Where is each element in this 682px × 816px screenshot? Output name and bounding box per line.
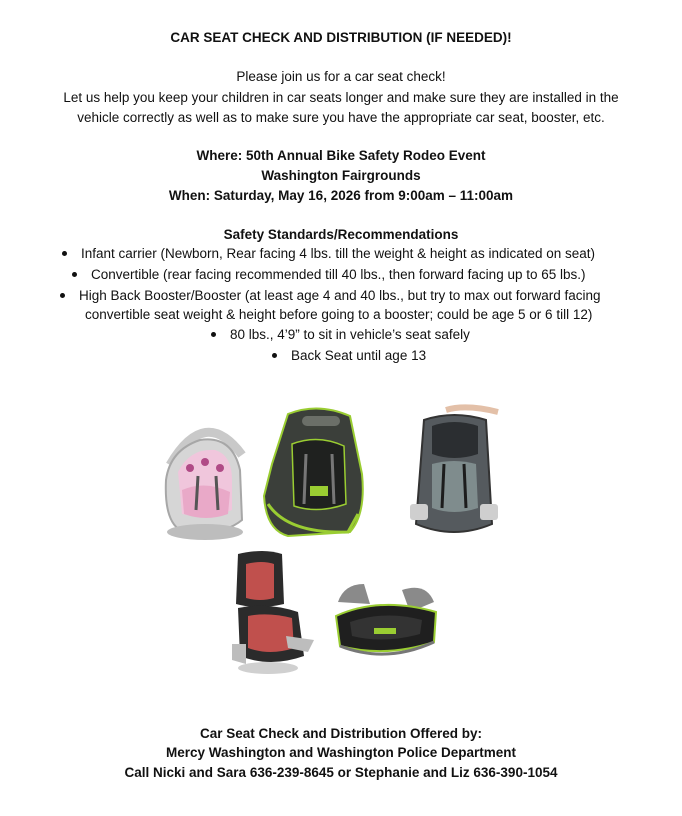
intro-line-2: Let us help you keep your children in car seats longer and make sure they are installed in the <box>63 90 619 105</box>
bullet-icon <box>62 251 67 256</box>
footer-organizations: Mercy Washington and Washington Police Department <box>165 745 517 760</box>
standard-item-infant: Infant carrier (Newborn, Rear facing 4 lbs. till the weight & height as indicated on seat) <box>62 244 595 264</box>
event-where: Where: 50th Annual Bike Safety Rodeo Event <box>196 148 486 163</box>
bullet-icon <box>272 353 277 358</box>
standard-item-backseat: Back Seat until age 13 <box>272 346 426 366</box>
footer-contacts: Call Nicki and Sara 636-239-8645 or Stephanie and Liz 636-390-1054 <box>124 765 558 780</box>
flyer-heading: CAR SEAT CHECK AND DISTRIBUTION (IF NEEDED)! <box>170 30 512 45</box>
bullet-icon <box>211 332 216 337</box>
infant-carrier-seat-image <box>160 410 250 545</box>
bullet-icon <box>72 272 77 277</box>
standard-item-booster: High Back Booster/Booster (at least age 4 and 40 lbs., but try to max out forward facing <box>60 286 601 306</box>
harness-booster-seat-image <box>406 404 502 544</box>
event-when: When: Saturday, May 16, 2026 from 9:00am – 11:00am <box>168 188 514 203</box>
footer-offered-by: Car Seat Check and Distribution Offered by: <box>199 726 483 741</box>
standards-title: Safety Standards/Recommendations <box>223 227 459 242</box>
event-location: Washington Fairgrounds <box>261 168 421 183</box>
bullet-icon <box>60 293 65 298</box>
high-back-booster-image <box>228 548 320 680</box>
standard-item-seatbelt: 80 lbs., 4’9” to sit in vehicle’s seat safely <box>211 325 470 345</box>
intro-line-1: Please join us for a car seat check! <box>236 69 446 84</box>
convertible-seat-image <box>258 404 370 544</box>
standard-item-booster-cont: convertible seat weight & height before going to a booster; could be age 5 or 6 till 12) <box>85 307 593 322</box>
intro-line-3: vehicle correctly as well as to make sure you have the appropriate car seat, booster, etc. <box>77 110 605 125</box>
standard-item-convertible: Convertible (rear facing recommended till 40 lbs., then forward facing up to 65 lbs.) <box>72 265 586 285</box>
backless-booster-image <box>330 572 442 664</box>
